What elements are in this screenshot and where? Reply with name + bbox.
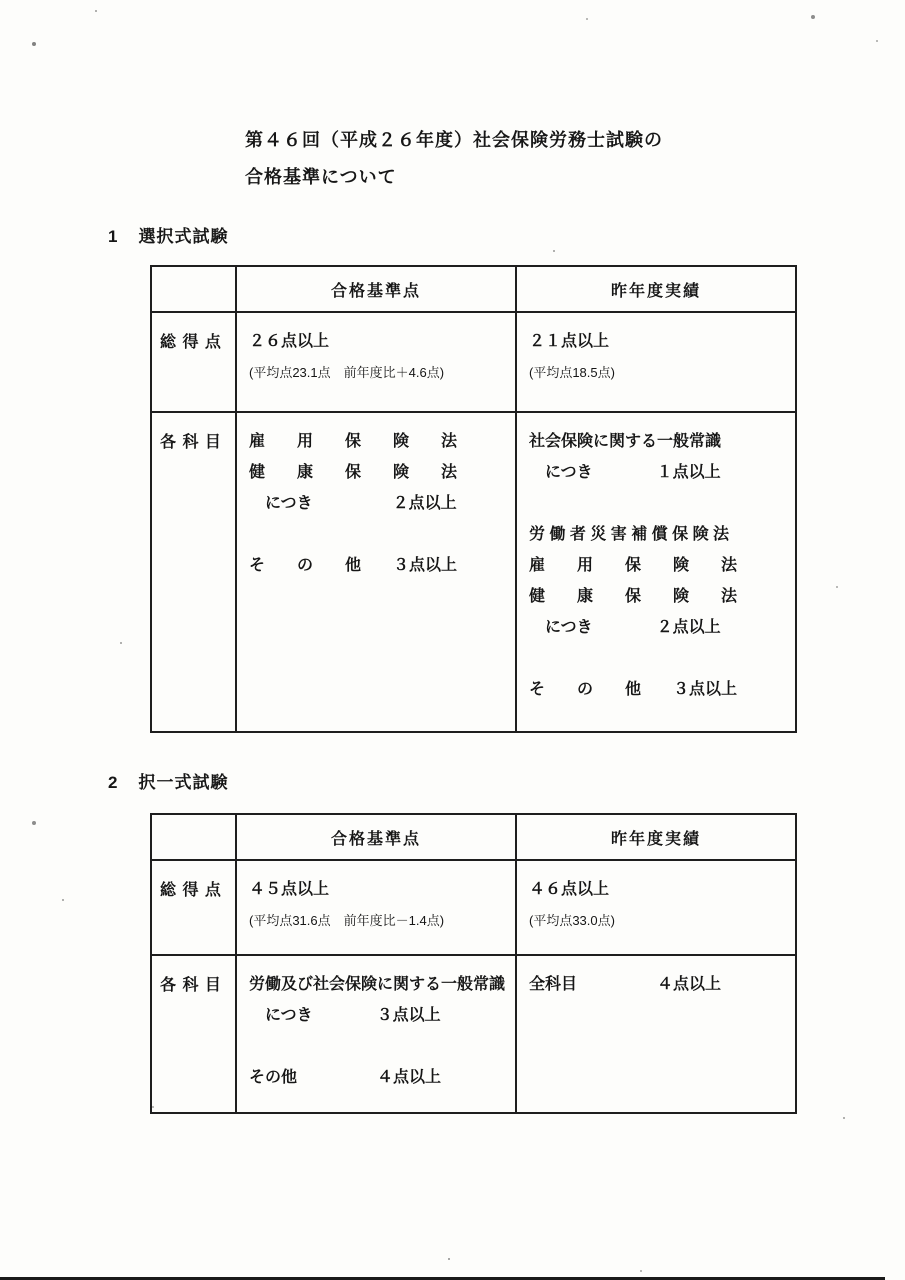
corner-cell	[151, 266, 236, 312]
row-label-subjects: 各 科 目	[151, 412, 236, 732]
column-header-last-year: 昨年度実績	[516, 266, 796, 312]
document-title-line1: 第４６回（平成２６年度）社会保険労務士試験の	[245, 130, 663, 150]
section-number: 1	[108, 227, 119, 246]
row-label-total-score: 総 得 点	[151, 860, 236, 955]
section-heading-multiple-choice-exam	[108, 768, 228, 793]
table-row-total-score	[151, 860, 796, 955]
multiple-choice-exam-table	[150, 813, 797, 1114]
section-heading-selection-exam	[108, 222, 228, 247]
cell-subjects-last-year: 全科目 ４点以上	[516, 955, 796, 1113]
selection-exam-table	[150, 265, 797, 733]
table-row-total-score	[151, 312, 796, 412]
column-header-passing-score: 合格基準点	[236, 266, 516, 312]
section-number: 2	[108, 773, 119, 792]
section-title: 選択式試験	[138, 227, 229, 246]
section-title: 択一式試験	[138, 773, 229, 792]
column-header-last-year: 昨年度実績	[516, 814, 796, 860]
table-header-row	[151, 814, 796, 860]
document-title	[245, 122, 663, 196]
cell-subjects-passing-score: 労働及び社会保険に関する一般常識 につき ３点以上 その他 ４点以上	[236, 955, 516, 1113]
cell-total-passing-score: ２６点以上 (平均点23.1点 前年度比＋4.6点)	[236, 312, 516, 412]
row-label-subjects: 各 科 目	[151, 955, 236, 1113]
table-row-subjects	[151, 955, 796, 1113]
cell-subjects-last-year: 社会保険に関する一般常識 につき １点以上 労 働 者 災 害 補 償 保 険 法 雇 用 保 険 法 健 康 保 険 法 につき ２点以上 そ の 他 ３点以上	[516, 412, 796, 732]
row-label-total-score: 総 得 点	[151, 312, 236, 412]
document-title-line2: 合格基準について	[245, 167, 397, 187]
table-header-row	[151, 266, 796, 312]
column-header-passing-score: 合格基準点	[236, 814, 516, 860]
cell-total-passing-score: ４５点以上 (平均点31.6点 前年度比－1.4点)	[236, 860, 516, 955]
cell-total-last-year: ４６点以上 (平均点33.0点)	[516, 860, 796, 955]
corner-cell	[151, 814, 236, 860]
cell-total-last-year: ２１点以上 (平均点18.5点)	[516, 312, 796, 412]
cell-subjects-passing-score: 雇 用 保 険 法 健 康 保 険 法 につき ２点以上 そ の 他 ３点以上	[236, 412, 516, 732]
table-row-subjects	[151, 412, 796, 732]
scan-noise-specks	[0, 0, 2, 2]
